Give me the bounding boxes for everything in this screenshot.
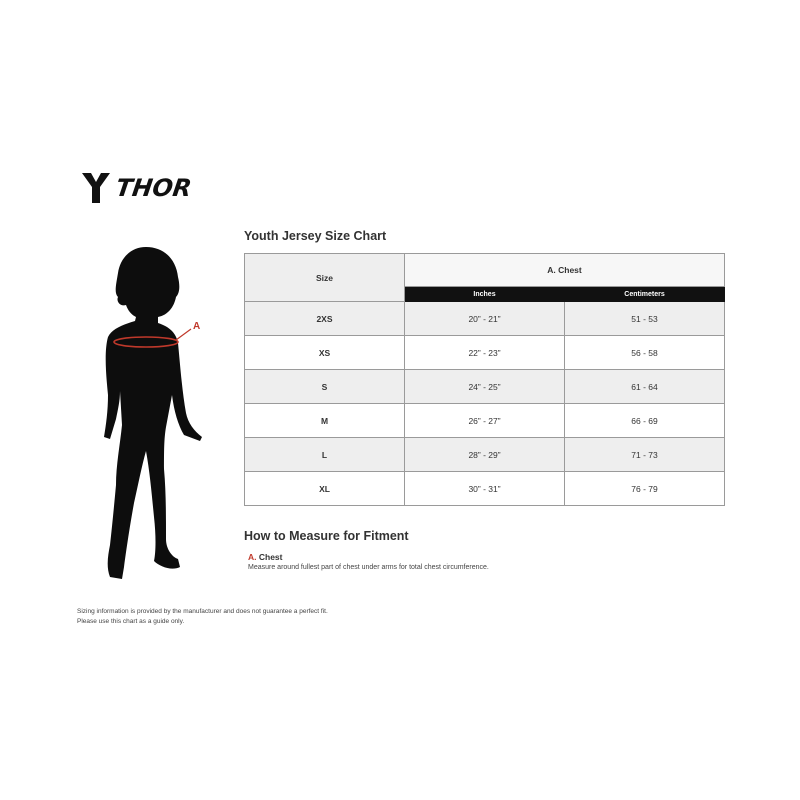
disclaimer-line: Sizing information is provided by the manufacturer and does not guarantee a perfect fit. (77, 608, 328, 615)
size-cell: XS (245, 336, 405, 370)
centimeters-unit-header: Centimeters (565, 287, 725, 302)
inches-cell: 22” - 23” (405, 336, 565, 370)
chest-measure-label (248, 552, 283, 562)
measure-label-text: Chest (258, 552, 283, 562)
disclaimer-line: Please use this chart as a guide only. (77, 618, 185, 625)
size-chart-title: Youth Jersey Size Chart (244, 229, 387, 243)
brand-wordmark: THOR (114, 174, 194, 202)
size-cell: S (245, 370, 405, 404)
table-row (245, 370, 725, 404)
measure-section-title: How to Measure for Fitment (244, 529, 409, 543)
size-chart-table (244, 253, 725, 506)
inches-cell: 24” - 25” (405, 370, 565, 404)
child-silhouette-figure (96, 245, 208, 585)
chest-column-header: A. Chest (405, 254, 725, 287)
cm-cell: 51 - 53 (565, 302, 725, 336)
size-cell: XL (245, 472, 405, 506)
marker-leader-line (176, 329, 191, 340)
table-row (245, 438, 725, 472)
inches-cell: 30” - 31” (405, 472, 565, 506)
measure-letter: A. (248, 552, 257, 562)
table-row (245, 472, 725, 506)
table-row (245, 302, 725, 336)
brand-logo (82, 173, 194, 203)
thor-logo-icon (82, 173, 110, 203)
cm-cell: 76 - 79 (565, 472, 725, 506)
size-cell: 2XS (245, 302, 405, 336)
inches-unit-header: Inches (405, 287, 565, 302)
cm-cell: 56 - 58 (565, 336, 725, 370)
inches-cell: 26” - 27” (405, 404, 565, 438)
table-row (245, 404, 725, 438)
inches-cell: 28” - 29” (405, 438, 565, 472)
size-cell: M (245, 404, 405, 438)
cm-cell: 61 - 64 (565, 370, 725, 404)
inches-cell: 20” - 21” (405, 302, 565, 336)
chest-marker-label: A (193, 321, 201, 332)
cm-cell: 71 - 73 (565, 438, 725, 472)
disclaimer (77, 607, 328, 627)
size-column-header: Size (245, 254, 405, 302)
table-row (245, 336, 725, 370)
size-cell: L (245, 438, 405, 472)
chest-measure-description: Measure around fullest part of chest under arms for total chest circumference. (248, 564, 489, 571)
cm-cell: 66 - 69 (565, 404, 725, 438)
